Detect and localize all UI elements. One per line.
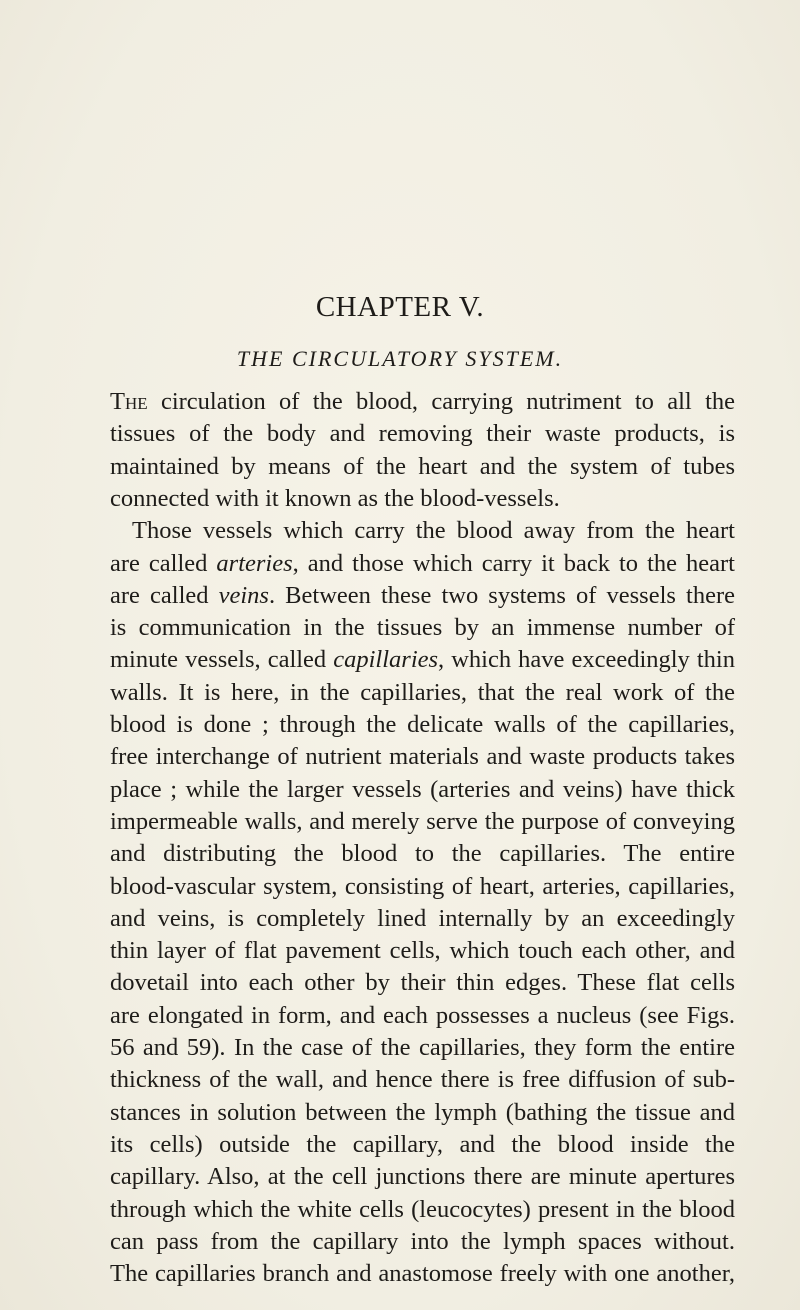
text-segment: 56 and 59). In the case of the capillaries, they form the entire bbox=[110, 1034, 735, 1061]
text-segment: circulation of the blood, carrying nutriment to all the bbox=[147, 388, 735, 415]
text-segment: stances in solution between the lymph (bathing the tissue and bbox=[110, 1098, 735, 1126]
text-line bbox=[110, 1096, 735, 1129]
text-segment: thickness of the wall, and hence there is free diffusion of sub- bbox=[110, 1066, 735, 1094]
text-segment: free interchange of nutrient materials and waste products takes bbox=[110, 743, 735, 771]
chapter-title: THE CIRCULATORY SYSTEM. bbox=[236, 346, 564, 371]
text-line bbox=[110, 999, 735, 1032]
text-line bbox=[110, 385, 735, 418]
text-segment: and veins, is completely lined internally by an exceedingly bbox=[110, 904, 735, 932]
text-segment: place ; while the larger vessels (arteries and veins) have thick bbox=[110, 775, 735, 803]
text-line bbox=[110, 482, 735, 515]
text-line bbox=[110, 1257, 735, 1290]
text-line bbox=[110, 1160, 735, 1193]
text-line bbox=[110, 837, 735, 870]
text-line bbox=[110, 611, 735, 644]
text-segment: impermeable walls, and merely serve the purpose of conveying bbox=[110, 807, 735, 835]
text-line bbox=[110, 870, 735, 903]
text-line bbox=[110, 1225, 735, 1258]
text-line bbox=[110, 934, 735, 967]
text-segment: minute vessels, called bbox=[110, 646, 334, 674]
text-segment: thin layer of flat pavement cells, which touch each other, and bbox=[110, 937, 735, 965]
text-line bbox=[110, 773, 735, 806]
text-segment: its cells) outside the capillary, and the blood inside the bbox=[110, 1130, 735, 1158]
text-line bbox=[110, 547, 735, 580]
text-segment: blood-vascular system, consisting of heart, arteries, capillaries, bbox=[110, 872, 735, 900]
italic-term: arteries bbox=[216, 549, 293, 577]
text-line bbox=[110, 902, 735, 935]
text-line bbox=[110, 579, 735, 612]
text-segment: blood is done ; through the delicate walls of the capillaries, bbox=[110, 711, 735, 738]
text-segment: are called bbox=[110, 549, 217, 577]
text-segment: can pass from the capillary into the lymph spaces without. bbox=[110, 1227, 735, 1255]
text-segment: dovetail into each other by their thin edges. These flat cells bbox=[110, 969, 735, 997]
text-segment: walls. It is here, in the capillaries, that the real work of the bbox=[110, 678, 735, 706]
text-line bbox=[110, 1063, 735, 1096]
text-line bbox=[110, 450, 735, 483]
text-segment: , which have exceedingly thin bbox=[438, 646, 735, 674]
text-segment: maintained by means of the heart and the system of tubes bbox=[110, 452, 735, 480]
text-segment: connected with it known as the blood-vessels. bbox=[110, 484, 560, 512]
text-line bbox=[132, 514, 735, 547]
text-segment: The capillaries branch and anastomose freely with one another, bbox=[110, 1260, 735, 1288]
text-segment: . Between these two systems of vessels there bbox=[268, 581, 735, 609]
text-segment: are elongated in form, and each possesses a nucleus (see Figs. bbox=[110, 1001, 735, 1029]
text-segment: Those vessels which carry the blood away from the heart bbox=[132, 517, 735, 545]
text-segment: is communication in the tissues by an immense number of bbox=[110, 614, 735, 642]
text-line bbox=[110, 676, 735, 709]
text-line bbox=[110, 740, 735, 773]
italic-term: veins bbox=[218, 581, 269, 609]
chapter-heading: CHAPTER V. bbox=[315, 291, 485, 323]
text-segment: and distributing the blood to the capillaries. The entire bbox=[110, 840, 735, 868]
text-line bbox=[110, 1031, 735, 1064]
text-line bbox=[110, 1128, 735, 1161]
text-line bbox=[110, 708, 735, 741]
text-line bbox=[110, 966, 735, 999]
text-segment: are called bbox=[110, 581, 219, 609]
text-segment: through which the white cells (leucocytes) present in the blood bbox=[110, 1195, 735, 1223]
text-segment: , and those which carry it back to the heart bbox=[292, 549, 735, 577]
italic-term: capillaries bbox=[333, 646, 439, 674]
text-line bbox=[110, 805, 735, 838]
text-line bbox=[110, 417, 735, 450]
text-line bbox=[110, 643, 735, 676]
text-segment: capillary. Also, at the cell junctions there are minute apertures bbox=[110, 1163, 735, 1191]
small-caps-lead: The bbox=[110, 388, 148, 415]
text-segment: tissues of the body and removing their waste products, is bbox=[110, 420, 735, 448]
text-line bbox=[110, 1193, 735, 1226]
